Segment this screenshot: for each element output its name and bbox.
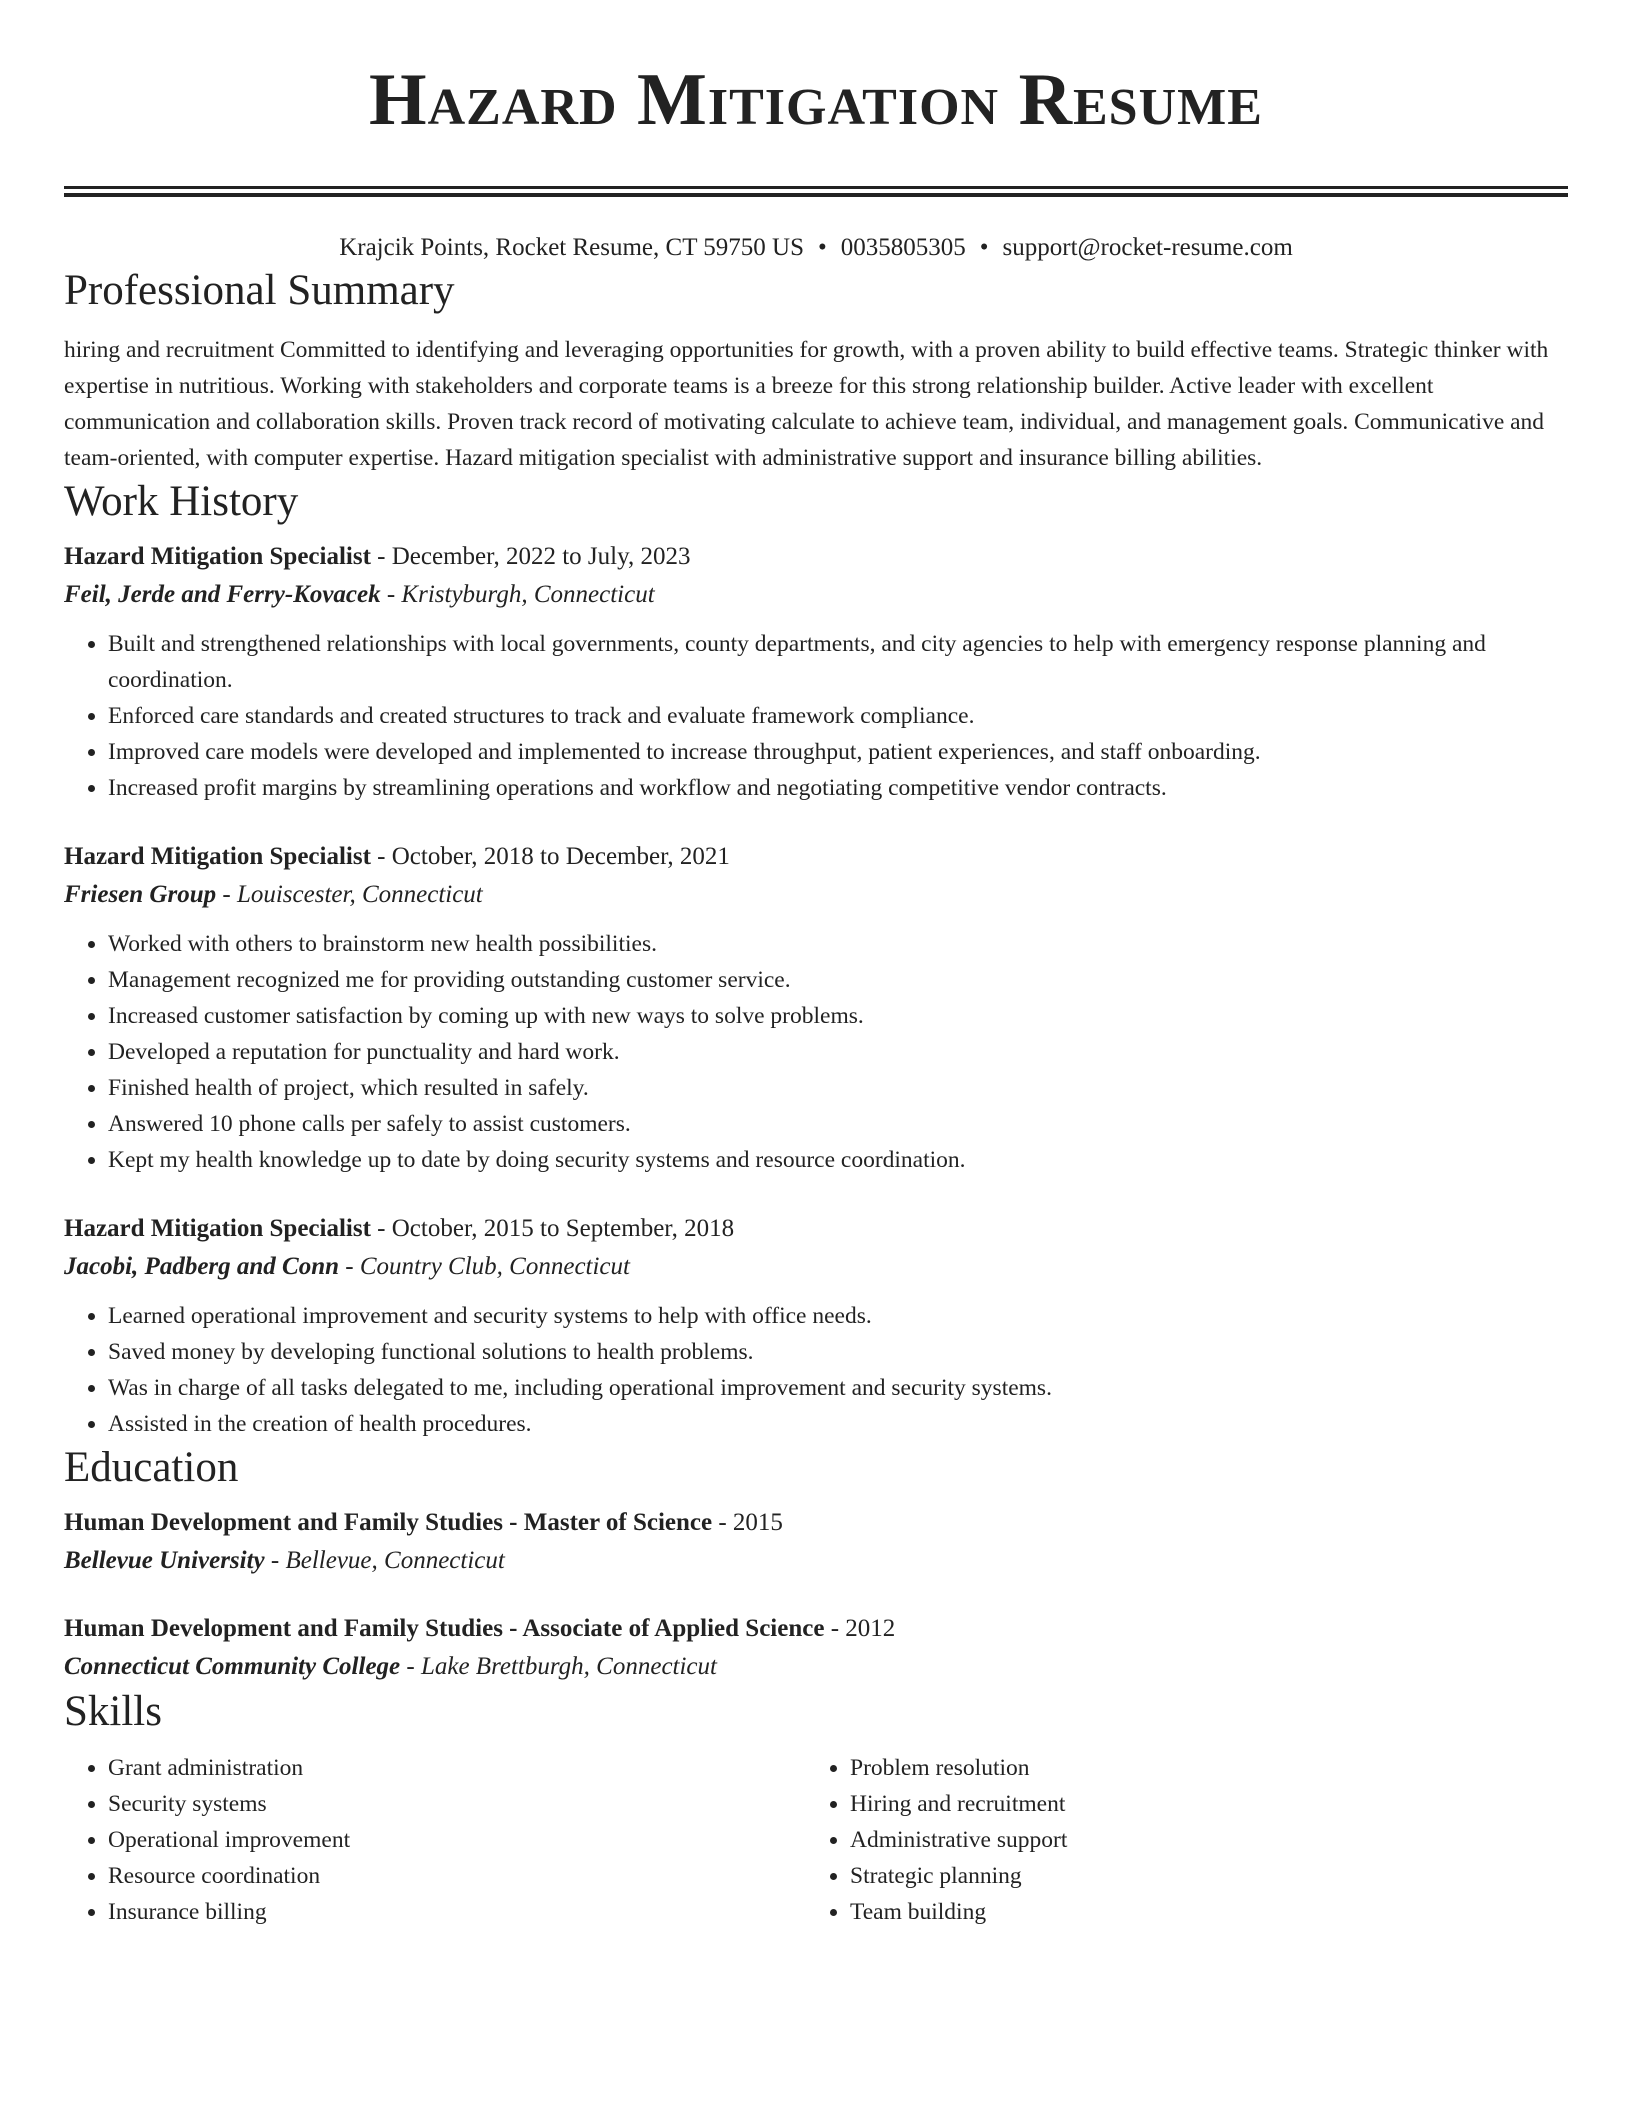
degree: Human Development and Family Studies - Master of Science xyxy=(64,1509,713,1536)
skill-item: • Problem resolution xyxy=(850,1750,1548,1786)
job-location: - Kristyburgh, Connecticut xyxy=(380,581,655,608)
contact-phone: 0035805305 xyxy=(840,234,966,261)
list-item: • Built and strengthened relationships with local governments, county departments, and city agencies to help with emergency response planning and coordination. xyxy=(108,626,1568,698)
list-item: • Developed a reputation for punctuality and hard work. xyxy=(108,1034,1568,1070)
job-dates: - October, 2015 to September, 2018 xyxy=(370,1215,735,1242)
title-divider xyxy=(64,186,1568,197)
job-bullets xyxy=(64,926,1568,1178)
skill-item: • Security systems xyxy=(108,1786,806,1822)
job-company: Friesen Group xyxy=(64,881,217,908)
job-company: Feil, Jerde and Ferry-Kovacek xyxy=(64,581,381,608)
contact-line xyxy=(64,231,1568,265)
job-entry xyxy=(64,838,1568,1178)
list-item: • Was in charge of all tasks delegated to me, including operational improvement and security systems. xyxy=(108,1370,1568,1406)
skill-item: • Team building xyxy=(850,1894,1548,1930)
contact-separator: • xyxy=(979,234,989,261)
contact-separator: • xyxy=(817,234,827,261)
job-title-line xyxy=(64,838,1568,876)
school-line xyxy=(64,1648,1568,1686)
work-history-heading: Work History xyxy=(64,478,299,525)
skill-item: • Administrative support xyxy=(850,1822,1548,1858)
job-title: Hazard Mitigation Specialist xyxy=(64,543,371,570)
school: Bellevue University xyxy=(64,1547,265,1574)
summary-text: hiring and recruitment Committed to identifying and leveraging opportunities for growth, with a proven ability to build effective teams. Strategic thinker with expertise in nutritious. Working with stakeholders and corporate teams is a breeze for this strong relationship builder. Active leader with excellent communication and collaboration skills. Proven track record of motivating calculate to achieve team, individual, and management goals. Communicative and team-oriented, with computer expertise. Hazard mitigation specialist with administrative support and insurance billing abilities. xyxy=(64,337,1549,471)
job-entry xyxy=(64,538,1568,806)
degree-year: - 2015 xyxy=(712,1509,783,1536)
skill-item: • Grant administration xyxy=(108,1750,806,1786)
skill-item: • Operational improvement xyxy=(108,1822,806,1858)
degree-year: - 2012 xyxy=(824,1615,896,1642)
job-company-line xyxy=(64,576,1568,614)
job-title: Hazard Mitigation Specialist xyxy=(64,1215,371,1242)
school: Connecticut Community College xyxy=(64,1653,401,1680)
contact-email: support@rocket-resume.com xyxy=(1002,234,1293,261)
job-title-line xyxy=(64,1210,1568,1248)
job-location: - Country Club, Connecticut xyxy=(339,1253,630,1280)
school-location: - Bellevue, Connecticut xyxy=(264,1547,505,1574)
list-item: • Assisted in the creation of health procedures. xyxy=(108,1406,1568,1442)
job-company: Jacobi, Padberg and Conn xyxy=(64,1253,340,1280)
page-title: Hazard Mitigation Resume xyxy=(369,59,1263,141)
contact-address: Krajcik Points, Rocket Resume, CT 59750 US xyxy=(339,234,804,261)
education-heading: Education xyxy=(64,1444,239,1491)
skills-columns xyxy=(64,1750,1568,1930)
skill-item: • Insurance billing xyxy=(108,1894,806,1930)
skill-item: • Resource coordination xyxy=(108,1858,806,1894)
education-entry xyxy=(64,1504,1568,1580)
list-item: • Increased customer satisfaction by coming up with new ways to solve problems. xyxy=(108,998,1568,1034)
list-item: • Finished health of project, which resulted in safely. xyxy=(108,1070,1568,1106)
list-item: • Answered 10 phone calls per safely to assist customers. xyxy=(108,1106,1568,1142)
job-dates: - October, 2018 to December, 2021 xyxy=(370,843,730,870)
job-location: - Louiscester, Connecticut xyxy=(216,881,483,908)
list-item: • Management recognized me for providing outstanding customer service. xyxy=(108,962,1568,998)
education-entry xyxy=(64,1610,1568,1686)
list-item: • Saved money by developing functional solutions to health problems. xyxy=(108,1334,1568,1370)
degree-line xyxy=(64,1504,1568,1542)
list-item: • Improved care models were developed and implemented to increase throughput, patient experiences, and staff onboarding. xyxy=(108,734,1568,770)
job-title-line xyxy=(64,538,1568,576)
list-item: • Increased profit margins by streamlining operations and workflow and negotiating competitive vendor contracts. xyxy=(108,770,1568,806)
skills-list-left xyxy=(64,1750,806,1930)
degree-line xyxy=(64,1610,1568,1648)
list-item: • Enforced care standards and created structures to track and evaluate framework compliance. xyxy=(108,698,1568,734)
school-location: - Lake Brettburgh, Connecticut xyxy=(400,1653,717,1680)
job-bullets xyxy=(64,1298,1568,1442)
job-dates: - December, 2022 to July, 2023 xyxy=(370,543,691,570)
job-company-line xyxy=(64,1248,1568,1286)
skills-heading: Skills xyxy=(64,1688,162,1735)
job-entry xyxy=(64,1210,1568,1442)
school-line xyxy=(64,1542,1568,1580)
skills-list-right xyxy=(806,1750,1548,1930)
summary-heading: Professional Summary xyxy=(64,267,455,314)
list-item: • Worked with others to brainstorm new health possibilities. xyxy=(108,926,1568,962)
list-item: • Learned operational improvement and security systems to help with office needs. xyxy=(108,1298,1568,1334)
job-title: Hazard Mitigation Specialist xyxy=(64,843,371,870)
job-company-line xyxy=(64,876,1568,914)
skill-item: • Hiring and recruitment xyxy=(850,1786,1548,1822)
skill-item: • Strategic planning xyxy=(850,1858,1548,1894)
degree: Human Development and Family Studies - Associate of Applied Science xyxy=(64,1615,825,1642)
list-item: • Kept my health knowledge up to date by doing security systems and resource coordination. xyxy=(108,1142,1568,1178)
job-bullets xyxy=(64,626,1568,806)
